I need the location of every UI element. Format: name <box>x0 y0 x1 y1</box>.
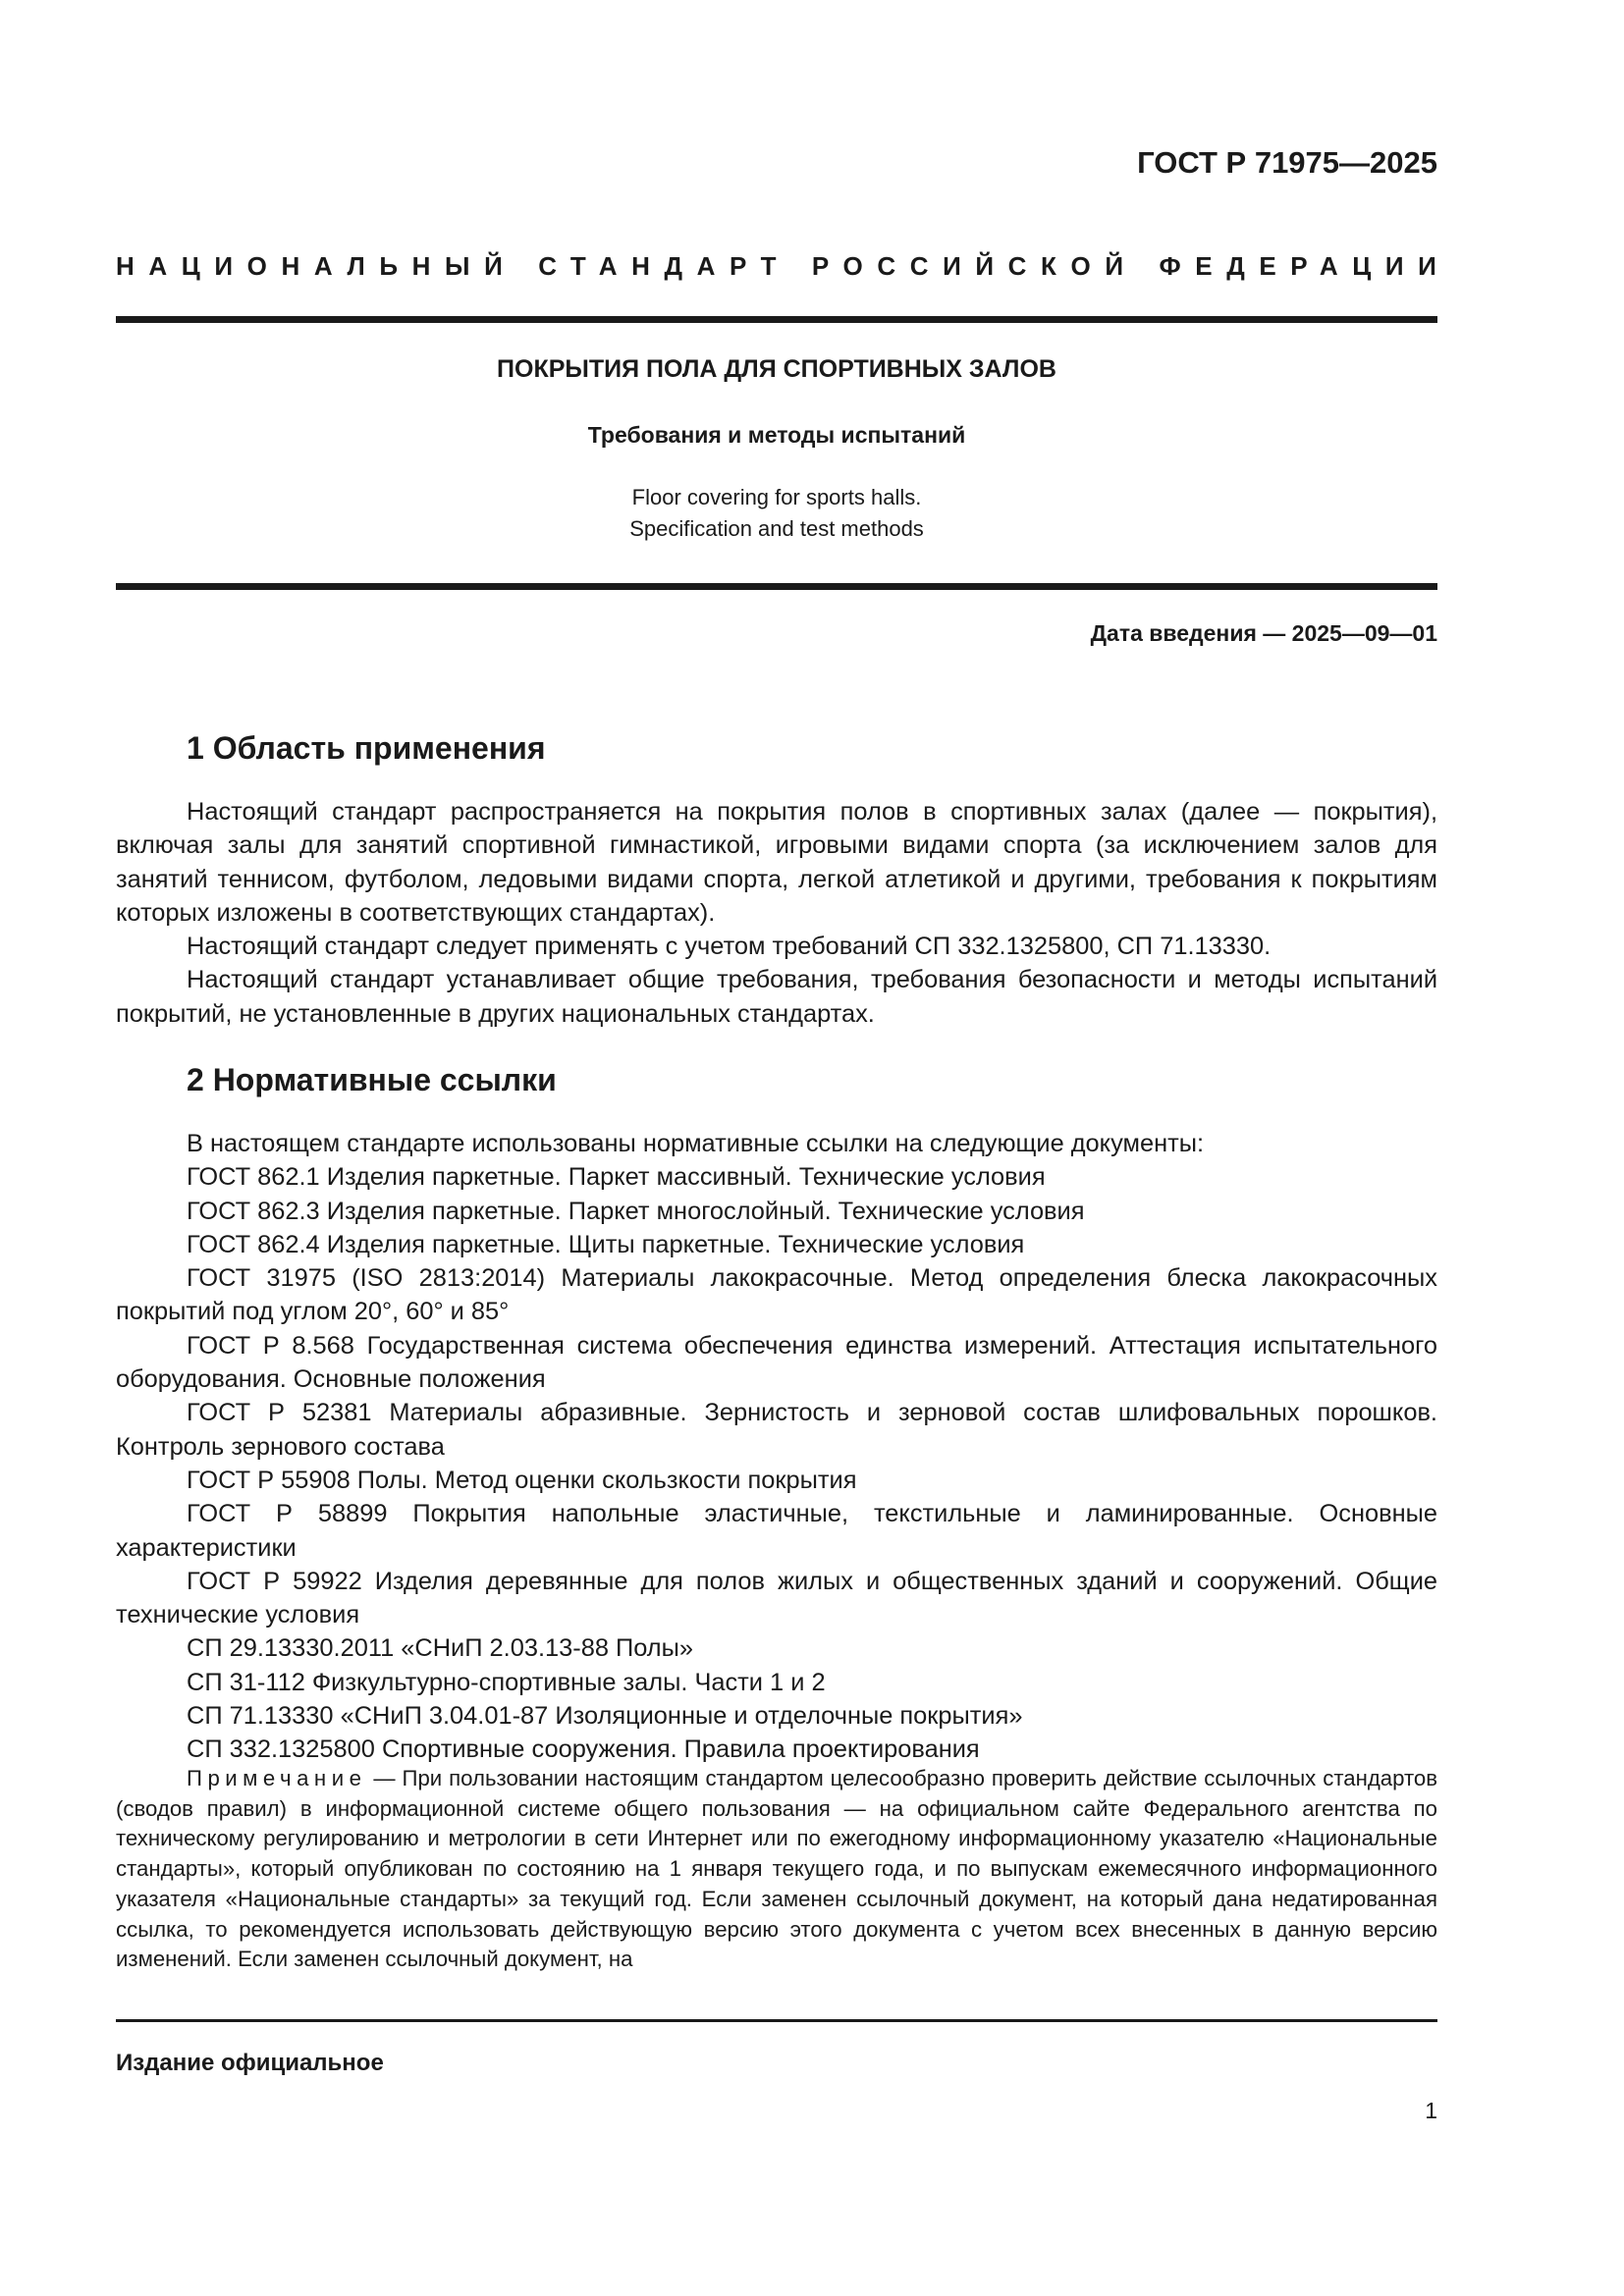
reference-item: ГОСТ 862.4 Изделия паркетные. Щиты паркетные. Технические условия <box>187 1230 1025 1258</box>
reference-item: ГОСТ Р 55908 Полы. Метод оценки скользкости покрытия <box>187 1466 857 1494</box>
section-1-paragraph: Настоящий стандарт следует применять с учетом требований СП 332.1325800, СП 71.13330. <box>187 933 1272 961</box>
reference-item: ГОСТ Р 59922 Изделия деревянные для полов жилых и общественных зданий и сооружений. Общие технические условия <box>116 1567 1437 1629</box>
reference-item: СП 31-112 Физкультурно-спортивные залы. Части 1 и 2 <box>187 1668 826 1696</box>
title-divider <box>116 583 1437 590</box>
section-1-heading: 1 Область применения <box>187 730 546 766</box>
section-1-paragraph: Настоящий стандарт распространяется на покрытия полов в спортивных залах (далее — покрытия), включая залы для занятий спортивной гимнастикой, игровыми видами спорта (за исключением залов для занятий теннисом, футболом, ледовыми видами спорта, легкой атлетикой и другими, требования к покрытиям которых изложены в соответствующих стандартах). <box>116 798 1437 927</box>
english-title <box>116 482 1437 545</box>
doc-number: ГОСТ Р 71975—2025 <box>1137 145 1437 180</box>
reference-item: ГОСТ 31975 (ISO 2813:2014) Материалы лакокрасочные. Метод определения блеска лакокрасочных покрытий под углом 20°, 60° и 85° <box>116 1264 1437 1326</box>
official-edition-label: Издание официальное <box>116 2050 384 2076</box>
header-divider <box>116 316 1437 323</box>
section-1-paragraph: Настоящий стандарт устанавливает общие требования, требования безопасности и методы испытаний покрытий, не установленные в других национальных стандартах. <box>116 966 1437 1028</box>
note-label: Примечание <box>187 1766 367 1790</box>
reference-item: ГОСТ Р 58899 Покрытия напольные эластичные, текстильные и ламинированные. Основные характеристики <box>116 1500 1437 1562</box>
reference-item: ГОСТ 862.1 Изделия паркетные. Паркет массивный. Технические условия <box>187 1163 1046 1192</box>
reference-item: СП 29.13330.2011 «СНиП 2.03.13-88 Полы» <box>187 1634 693 1663</box>
standard-title: ПОКРЫТИЯ ПОЛА ДЛЯ СПОРТИВНЫХ ЗАЛОВ <box>497 355 1056 383</box>
reference-item: ГОСТ 862.3 Изделия паркетные. Паркет многослойный. Технические условия <box>187 1197 1085 1225</box>
references-list <box>116 1127 1437 1767</box>
english-title-line-2: Specification and test methods <box>629 516 924 541</box>
standard-subtitle: Требования и методы испытаний <box>587 422 966 448</box>
page-number: 1 <box>1425 2098 1437 2123</box>
section-2-heading: 2 Нормативные ссылки <box>187 1062 557 1097</box>
references-intro: В настоящем стандарте использованы нормативные ссылки на следующие документы: <box>187 1130 1205 1157</box>
footer-divider <box>116 2019 1437 2022</box>
reference-item: СП 71.13330 «СНиП 3.04.01-87 Изоляционные и отделочные покрытия» <box>187 1702 1023 1731</box>
reference-item: ГОСТ Р 52381 Материалы абразивные. Зернистость и зерновой состав шлифовальных порошков. Контроль зернового состава <box>116 1399 1437 1461</box>
reference-item: СП 332.1325800 Спортивные сооружения. Правила проектирования <box>187 1735 980 1764</box>
reference-item: ГОСТ Р 8.568 Государственная система обеспечения единства измерений. Аттестация испытательного оборудования. Основные положения <box>116 1331 1437 1394</box>
national-standard-title: НАЦИОНАЛЬНЫЙ СТАНДАРТ РОССИЙСКОЙ ФЕДЕРАЦИИ <box>116 251 1451 281</box>
section-1-body <box>116 795 1437 1031</box>
note-text: — При пользовании настоящим стандартом целесообразно проверить действие ссылочных стандартов (сводов правил) в информационной системе общего пользования — на официальном сайте Федерального агентства по техническому регулированию и метрологии в сети Интернет или по ежегодному информационному указателю «Национальные стандарты», который опубликован по состоянию на 1 января текущего года, и по выпускам ежемесячного информационного указателя «Национальные стандарты» за текущий год. Если заменен ссылочный документ, на который дана недатированная ссылка, то рекомендуется использовать действующую версию этого документа с учетом всех внесенных в данную версию изменений. Если заменен ссылочный документ, на <box>116 1766 1437 1972</box>
introduction-date: Дата введения — 2025—09—01 <box>1090 620 1437 646</box>
english-title-line-1: Floor covering for sports halls. <box>631 485 922 509</box>
reference-note <box>116 1764 1437 1975</box>
